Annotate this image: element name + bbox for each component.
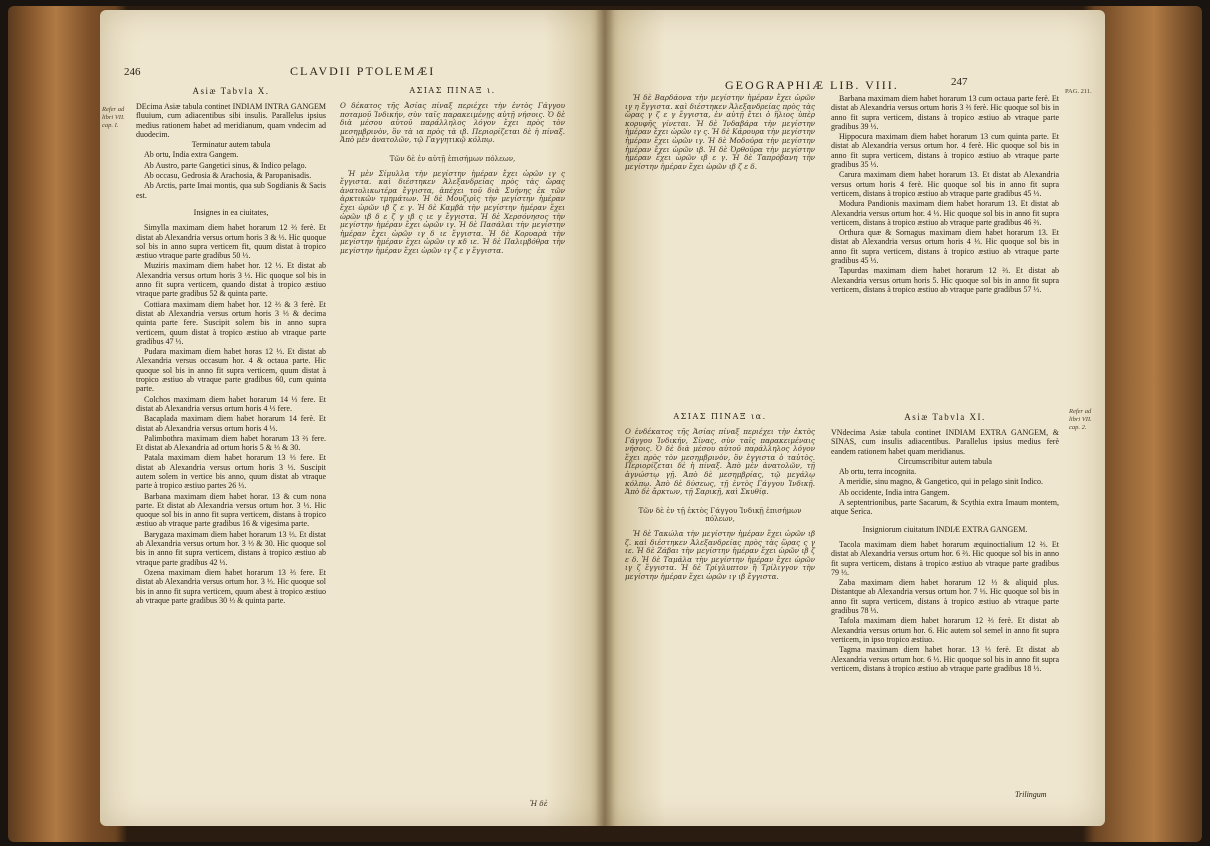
catchword: Trilingum	[1015, 790, 1047, 799]
greek-insignes-heading: Τῶν δὲ ἐν τῇ ἐκτὸς Γάγγου Ἰνδικῇ ἐπισήμων πόλεων,	[638, 505, 802, 524]
termination-line: Ab occidente, India intra Gangem.	[839, 487, 950, 497]
latin-column-bottom	[831, 428, 1059, 674]
city-entry: Barbana maximam diem habet horar. 13 & cum nona parte. Et distat ab Alexandria versus ortum hor. 3 ⅓. Hic quoque sol bis in anno fit supra verticem, distans à tropico æstiuo ab vtraque parte gradibus 16 & vigesima parte.	[136, 491, 326, 529]
city-entry: Simylla maximam diem habet horarum 12 ⅔ ferè. Et distat ab Alexandria versus ortum horis 3 & ⅓. Hic quoque sol bis in anno supra verticem fit, quum distat à tropico æstiuo vtraque parte gradibus 50 ⅓.	[136, 223, 326, 261]
termination-line: Circumscribitur autem tabula	[898, 456, 992, 466]
termination-line: A meridie, sinu magno, & Gangetico, qui in pelago sinit Indico.	[839, 477, 1043, 487]
margin-marker: PAG. 211.	[1065, 88, 1092, 95]
city-entry: Tacola maximam diem habet horarum æquinoctialium 12 ⅔. Et distat ab Alexandria versus ortum hor. 6 ⅔. Hic quoque sol bis in anno fit supra verticem, distans à tropico æstiuo ab vtraque parte gradibus 79 ⅓.	[831, 539, 1059, 577]
city-entry: Barbana maximam diem habet horarum 13 cum octaua parte ferè. Et distat ab Alexandria versus ortum horis 3 ⅔ ferè. Hic quoque sol bis in anno fit supra verticem, distans à tropico æstiuo ab vtraque parte gradibus 39 ⅓.	[831, 94, 1059, 131]
termination-line: Ab ortu, India extra Gangem.	[144, 150, 239, 160]
termination-line: Ab Arctis, parte Imai montis, qua sub Sogdianis & Sacis est.	[136, 181, 326, 200]
greek-column-top	[625, 94, 815, 172]
latin-section-title: Asiæ Tabvla X.	[192, 86, 270, 96]
insignes-heading: Insignes in ea ciuitates,	[193, 207, 269, 217]
city-entry: Ozena maximam diem habet horarum 13 ⅔ fere. Et distat ab Alexandria versus ortum hor. 3 ⅓. Hic quoque sol bis in anno fit supra verticem, quum abest à tropico æstiuo ab vtraque parte gradibus 30 ⅓ & quinta parte.	[136, 567, 326, 605]
termination-line: Ab ortu, terra incognita.	[839, 467, 917, 477]
page-number: 247	[951, 76, 968, 88]
catchword: Ἡ δὲ	[530, 799, 548, 808]
city-entry: Muziris maximam diem habet hor. 12 ⅓. Et distat ab Alexandria versus ortum horis 3 ⅓. Hic quoque sol bis in anno fit supra verticem, quando distat à tropico æstiuo vtraque parte gradibus 52 & quinta parte.	[136, 261, 326, 299]
termination-line: A septentrionibus, parte Sacarum, & Scythia extra Imaum montem, atque Serica.	[831, 498, 1059, 517]
greek-section-title: ΑΣΙΑΣ ΠΙΝΑΞ ι.	[409, 86, 496, 95]
greek-column-bottom	[625, 428, 815, 583]
page-number: 246	[124, 66, 141, 78]
city-entry: Bacaplada maximam diem habet horarum 14 ferè. Et distat ab Alexandria versus ortum horis 4 ⅓.	[136, 414, 326, 433]
margin-note: Refer ad libri VII. cap. 2.	[1069, 408, 1092, 431]
city-entry: Patala maximam diem habet horarum 13 ⅓ fere. Et distat ab Alexandria versus ortum horis 3 ⅓. Suscipit autem solem in vertice bis anno, quum distat ab vtraque parte à tropico æstiuo partes 26 ⅓.	[136, 453, 326, 491]
running-head: CLAVDII PTOLEMÆI	[290, 64, 436, 78]
right-page	[605, 10, 1105, 826]
city-entry: Colchos maximam diem habet horarum 14 ⅓ fere. Et distat ab Alexandria versus ortum horis 4 ⅓ fere.	[136, 394, 326, 413]
greek-intro: Ο ἑνδέκατος τῆς Ἀσίας πίναξ περιέχει τὴν ἐκτὸς Γάγγου Ἰνδικήν, Σίνας, σὺν ταῖς παρακειμέναις νήσοις. Ὁ δὲ διὰ μέσου αὐτοῦ παράλληλος λόγον ἔχει πρὸς τὸν μεσημβρινὸν, ὃν ἐγγιστα ὁ ταὐτὸς. Περιορίζεται δὲ ἡ πίναξ. Ἀπὸ μὲν ἀνατολῶν, τῇ ἀγνώστῳ γῇ. Ἀπὸ δὲ μεσημβρίας, τῷ μεγάλῳ κόλπῳ. Ἀπὸ δὲ δύσεως, τῇ ἐντὸς Γάγγου Ἰνδικῇ. Ἀπὸ δὲ ἄρκτων, τῇ Σαρικῇ, καὶ Σκυθίᾳ.	[625, 427, 815, 497]
city-entry: Zaba maximam diem habet horarum 12 ⅓ & aliquid plus. Distantque ab Alexandria versus ortum hor. 7 ⅓. Hic quoque sol bis in anno fit supra verticem, distans à tropico æstiuo ab vtraque parte gradibus 78 ⅓.	[831, 578, 1059, 616]
city-entry: Modura Pandionis maximam diem habet horarum 13. Et distat ab Alexandria versus ortum hor. 4 ⅓. Hic quoque sol bis in anno fit supra verticem, distans à tropico æstiuo ab vtraque parte gradibus 46 ⅔.	[831, 199, 1059, 227]
termination-line: Terminatur autem tabula	[191, 140, 271, 150]
city-entry: Palimbothra maximam diem habet horarum 13 ⅔ fere. Et distat ab Alexandria ad ortum horis 5 & ⅓ & 30.	[136, 433, 326, 453]
city-entry: Tafola maximam diem habet horarum 12 ⅔ ferè. Et distat ab Alexandria versus ortum hor. 6. Hic autem sol semel in anno fit supra verticem, in ipso tropico æstiuo.	[831, 616, 1059, 644]
latin-column-top	[831, 94, 1059, 295]
city-entry: Orthura quæ & Sornagus maximam diem habet horarum 13. Et distat ab Alexandria versus ortum horis 4 ⅓. Hic quoque sol bis in anno fit supra verticem, distans à tropico æstiuo ab vtraque parte gradibus 45 ⅓.	[831, 228, 1059, 266]
latin-intro: DEcima Asiæ tabula continet INDIAM INTRA GANGEM fluuium, cum adiacentibus sibi insulis. Parallelus ipsius medius rationem habet ad meridianum, quam vndecim ad duodecim.	[136, 102, 326, 139]
greek-city-entries: Ἡ δὲ Βαρδάονα τὴν μεγίστην ἡμέραν ἔχει ὡρῶν ιγ η ἔγγιστα. καὶ διέστηκεν Ἀλεξανδρείας πρὸς τὰς ὥρας γ ζ ε γ ἔγγιστα, ἐν αὐτῇ ἔτει ὁ ἥλιος ὑπὲρ κορυφῆς γίνεται. Ἡ δὲ Ἰνδαβάρα τὴν μεγίστην ἡμέραν ἔχει ὡρῶν ιγ ς. Ἡ δὲ Κάρουρα τὴν μεγίστην ἡμέραν ἔχει ὡρῶν ιγ. Ἡ δὲ Μοδούρα τὴν μεγίστην ἡμέραν ἔχει ὡρῶν ιβ. Ἡ δὲ Ὀρθοῦρα τὴν μεγίστην ἡμέραν ἔχει ὡρῶν ιβ ε γ. Ἡ δὲ Ταπρόβανη τὴν μεγίστην ἡμέραν ἔχει ὡρῶν ιβ ζ ε δ.	[625, 93, 815, 171]
greek-column	[340, 102, 565, 257]
termination-line: Ab Austro, parte Gangetici sinus, & Indico pelago.	[144, 160, 307, 170]
city-entry: Tapurdas maximam diem habet horarum 12 ⅔. Et distat ab Alexandria versus ortum horis 5. Hic quoque sol bis in anno fit supra verticem, distans à tropico æstiuo ab vtraque parte gradibus 57 ⅓.	[831, 266, 1059, 294]
latin-column	[136, 102, 326, 606]
greek-city-entries: Ἡ δὲ Τακώλα τὴν μεγίστην ἡμέραν ἔχει ὡρῶν ιβ ζ. καὶ διέστηκεν Ἀλεξανδρείας πρὸς τὰς ὥρας ς γ ιε. Ἡ δὲ Ζάβαι τὴν μεγίστην ἡμέραν ἔχει ὡρῶν ιβ ζ ε δ. Ἡ δὲ Ταμάλα τὴν μεγίστην ἡμέραν ἔχει ὡρῶν ιγ ζ ἔγγιστα. Ἡ δὲ Τρίγλυπτον ἢ Τρίλιγγον τὴν μεγίστην ἡμέραν ἔχει ὡρῶν ιγ ιβ ἔγγιστα.	[625, 528, 815, 581]
insignes-heading: Insigniorum ciuitatum INDIÆ EXTRA GANGEM.	[862, 524, 1028, 534]
running-head: GEOGRAPHIÆ LIB. VIII.	[725, 78, 899, 92]
latin-intro: VNdecima Asiæ tabula continet INDIAM EXTRA GANGEM, & SINAS, cum insulis adiacentibus. Parallelus ipsius medius ferè eandem rationem habet quam meridianus.	[831, 428, 1059, 456]
city-entry: Pudara maximam diem habet horas 12 ⅓. Et distat ab Alexandria versus occasum hor. 4 & octaua parte. Hic quoque sol bis in anno fit supra verticem, quum distat à tropico æstiuo ab vtraque parte gradibus 60, cum quinta parte.	[136, 347, 326, 394]
greek-intro: Ο δέκατος τῆς Ἀσίας πίναξ περιέχει τὴν ἐντὸς Γάγγου ποταμοῦ Ἰνδικήν, σὺν ταῖς παρακειμένῃς αὐτῇ νήσοις. Ὁ δὲ διὰ μέσου αὐτοῦ παράλληλος λόγον ἔχει πρὸς τὸν μεσημβρινὸν, ὃν τὰ ια πρὸς τὰ ιβ. Περιορίζεται δὲ ἡ πίναξ. Ἀπὸ μὲν ἀνατολῶν, τῷ Γαγγητικῷ κόλπῳ.	[340, 101, 565, 145]
city-entry: Carura maximam diem habet horarum 13. Et distat ab Alexandria versus ortum horis 4 ferè. Hic quoque sol bis in anno fit supra verticem, distans à tropico æstiuo ab vtraque parte gradibus 45 ⅓.	[831, 170, 1059, 198]
city-entry: Cottiara maximam diem habet hor. 12 ⅔ & 3 ferè. Et distat ab Alexandria versus ortum horis 3 ⅓ & decima quinta parte fere. Suscipit solem bis in anno supra verticem, quum distat à tropico æstiuo ab vtraque parte gradibus 47 ⅓.	[136, 299, 326, 346]
greek-insignes-heading: Τῶν δὲ ἐν αὐτῇ ἐπισήμων πόλεων,	[389, 153, 516, 163]
termination-line: Ab occasu, Gedrosia & Arachosia, & Paropanisadis.	[144, 171, 312, 181]
book-gutter	[595, 10, 615, 826]
left-page	[100, 10, 605, 826]
greek-city-entries: Ἡ μὲν Σίμυλλα τὴν μεγίστην ἡμέραν ἔχει ὡρῶν ιγ ς ἔγγιστα. καὶ διέστηκεν Ἀλεξανδρείας πρὸς τὰς ὥρας ἀνατολικωτέρα ἔγγιστα, ἀπέχει τοῦ διὰ Συήνης ἐκ τῶν ἀρκτικῶν τμημάτων. Ἡ δὲ Μουζιρὶς τὴν μεγίστην ἡμέραν ἔχει ὡρῶν ιβ ζ ε γ. Ἡ δὲ Καμβὰ τὴν μεγίστην ἡμέραν ἔχει ὡρῶν ιβ δ ε ζ γ ιβ ς ιε γ ἔγγιστα. Ἡ δὲ Χερσόνησος τὴν μεγίστην ἡμέραν ἔχει ὡρῶν ιγ. Ἡ δὲ Πασάλαι τὴν μεγίστην ἡμέραν ἔχει ὡρῶν ιγ δ ιε ἔγγιστα. Ἡ δὲ Κορυαρὰ τὴν μεγίστην ἡμέραν ἔχει ὡρῶν ιγ κδ ιε. Ἡ δὲ Παλιμβόθρα τὴν μεγίστην ἡμέραν ἔχει ὡρῶν ιγ ζ ε γ ἔγγιστα.	[340, 168, 565, 255]
margin-note: Refer ad libri VII. cap. I.	[102, 106, 125, 129]
latin-section-title: Asiæ Tabvla XI.	[904, 412, 986, 422]
city-entry: Tagma maximam diem habet horar. 13 ⅓ ferè. Et distat ab Alexandria versus ortum hor. 6 ⅓. Hic quoque sol bis in anno fit supra verticem, distans à tropico æstiuo ab vtraque parte gradibus 18 ⅓.	[831, 645, 1059, 673]
city-entry: Hippocura maximam diem habet horarum 13 cum quinta parte. Et distat ab Alexandria versus ortum hor. 4 ferè. Hic quoque sol bis in anno fit supra verticem, distans à tropico æstiuo ab vtraque parte gradibus 35 ⅓.	[831, 132, 1059, 170]
city-entry: Barygaza maximam diem habet horarum 13 ⅓. Et distat ab Alexandria versus ortum hor. 3 ⅓ & 30. Hic quoque sol bis in anno fit supra verticem, distans à tropico æstiuo ab vtraque parte gradibus 42 ⅓.	[136, 529, 326, 567]
greek-section-title: ΑΣΙΑΣ ΠΙΝΑΞ ια.	[673, 412, 767, 421]
